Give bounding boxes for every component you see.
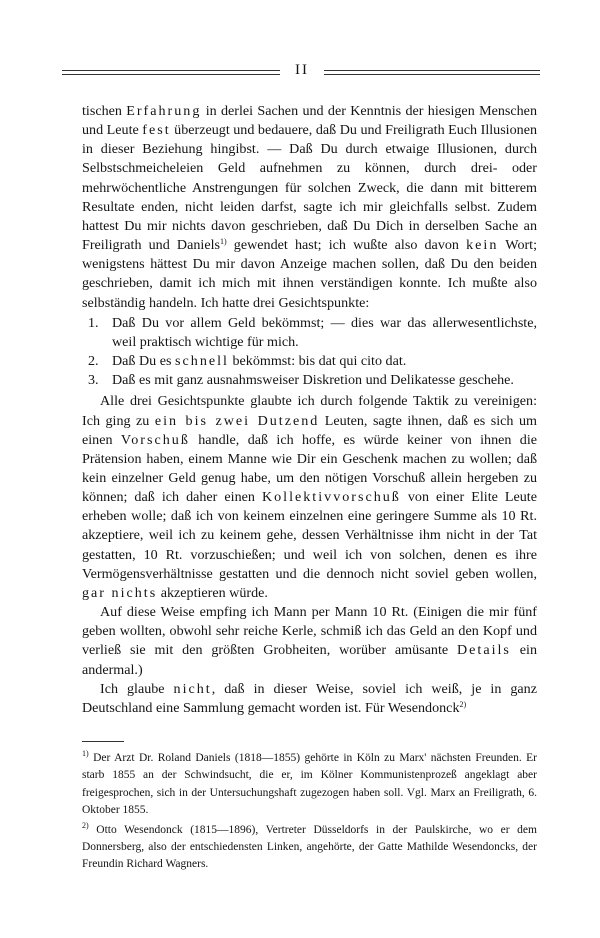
list-item-number: 3. — [88, 372, 99, 389]
text-run: ein andermal.) — [82, 642, 538, 678]
text-run: Leuten, sagte ihnen, daß es sich um einen — [82, 412, 537, 448]
footnote-mark: 2) — [82, 820, 89, 830]
paragraph-1 — [82, 102, 537, 313]
spaced-text: Vorschuß — [120, 431, 190, 448]
list-item-text — [112, 352, 537, 371]
footnote-mark: 1) — [82, 749, 89, 758]
spaced-text: ein bis zwei Dutzend — [154, 412, 320, 429]
footnote-text: Der Arzt Dr. Roland Daniels (1818—1855) gehörte in Köln zu Marx' nächsten Freunden. Er starb 1855 an der Schwindsucht, die er, im Kölner Kommunistenprozeß angeklagt aber freigesprochen, sich in der Untersuchungshaft zugezogen haben soll. Vgl. Marx an Freiligrath, 6. Oktober 1855. — [82, 752, 537, 817]
text-run: , daß in dieser Weise, soviel ich weiß, je in ganz Deutschland eine Sammlung gemacht worden ist. Für Wesendonck — [82, 680, 537, 716]
text-run: tischen — [82, 103, 127, 119]
footnote-ref-2: 2) — [459, 699, 467, 709]
text-run: Ich glaube — [100, 680, 174, 697]
list-item — [82, 314, 537, 352]
text-run: von einer Elite Leute erheben wolle; daß ich von keinem einzelnen eine geringere Summe als 10 Rt. akzeptiere, weil ich zu keinem gehe, dessen Verhältnisse ihm nicht in der Tat gestatten, 10 Rt. vorzuschießen; und weil ich von solchen, denen es ihre Vermögensverhältnisse gestatten und die dennoch nicht soviel geben wollen, — [82, 489, 537, 582]
running-header — [62, 64, 540, 82]
spaced-text: kein — [466, 237, 499, 254]
paragraph-4 — [82, 680, 537, 718]
text-run: gewendet hast; ich wußte also davon — [226, 237, 467, 254]
spaced-text: nicht — [173, 680, 212, 697]
list-item-number: 1. — [88, 314, 99, 331]
text-run: Alle drei Gesichtspunkte glaubte ich durch folgende Taktik zu vereinigen: Ich ging zu — [82, 393, 537, 429]
text-run: überzeugt und bedauere, daß Du und Freiligrath Euch Illusionen in dieser Beziehung hingibst. — Daß Du durch etwaige Illusionen, durch Selbstschmeicheleien Geld aufnehmen zu können, durch drei- oder mehrwöchentliche Anstrengungen für solchen Zweck, die dann mit bitterem Resultate enden, nicht leiden darfst, sagte ich mir gleichfalls selbst. Zudem hattest Du mir nichts davon geschrieben, daß Du Dich in derselben Sache an Freiligrath und Daniels — [82, 122, 537, 254]
text-run: Auf diese Weise empfing ich Mann per Mann 10 Rt. (Einigen die mir fünf geben wollten, obwohl sehr reiche Kerle, schmiß ich das Geld an den Kopf und verließ sie mit den größten Grobheiten, worüber amüsante — [82, 604, 537, 659]
spaced-text: Erfahrung — [126, 103, 202, 119]
footnote-ref-1: 1) — [219, 237, 227, 247]
spaced-text: Details — [457, 642, 511, 659]
list-item-number: 2. — [88, 353, 99, 370]
paragraph-3 — [82, 603, 537, 680]
text-run: in derlei Sachen und der Kenntnis der hiesigen Menschen und Leute — [82, 103, 537, 139]
text-run: akzeptieren würde. — [157, 584, 268, 601]
text-run: Wort; wenigstens hättest Du mir davon Anzeige machen sollen, daß Du den beiden geschrieben, damit ich mich mit ihnen verständigen konnte. Ich mußte also selbständig handeln. Ich hatte drei Gesichtspunkte: — [82, 237, 538, 311]
footnotes — [82, 750, 537, 876]
numbered-list — [82, 314, 537, 391]
footnote-separator — [82, 741, 124, 742]
header-rule-left — [62, 70, 280, 75]
text-run: Daß Du es — [112, 353, 176, 370]
text-run: bekömmst: bis dat qui cito dat. — [228, 353, 407, 370]
header-rule-right — [324, 70, 540, 75]
page-number: II — [295, 62, 309, 78]
list-item — [82, 371, 537, 390]
spaced-text: fest — [142, 122, 171, 139]
paragraph-2 — [82, 392, 537, 603]
spaced-text: schnell — [175, 353, 229, 370]
spaced-text: Kollektivvorschuß — [261, 489, 401, 506]
text-run: handle, daß ich hoffe, es würde keiner von ihnen die Prätension haben, einem Manne wie Dir ein Geschenk machen zu wollen; daß kein einzelner Geld genug habe, um den nötigen Vorschuß allein hergeben zu können; daß ich daher einen — [82, 431, 537, 506]
list-item — [82, 352, 537, 371]
spaced-text: gar nichts — [82, 584, 158, 601]
footnote-text: Otto Wesendonck (1815—1896), Vertreter Düsseldorfs in der Paulskirche, wo er dem Donnersberg, also der entschiedensten Linken, angehörte, der Gatte Mathilde Wesendoncks, der Freundin Richard Wagners. — [82, 823, 537, 871]
text-run: Daß Du vor allem Geld bekömmst; — dies war das allerwesentlichste, weil praktisch wichtige für mich. — [112, 314, 537, 350]
list-item-text — [112, 371, 537, 390]
footnote-1 — [82, 750, 537, 820]
main-text — [82, 102, 537, 718]
footnote-2 — [82, 822, 537, 874]
list-item-text — [112, 314, 537, 352]
text-run: Daß es mit ganz ausnahmsweiser Diskretion und Delikatesse geschehe. — [112, 372, 514, 389]
